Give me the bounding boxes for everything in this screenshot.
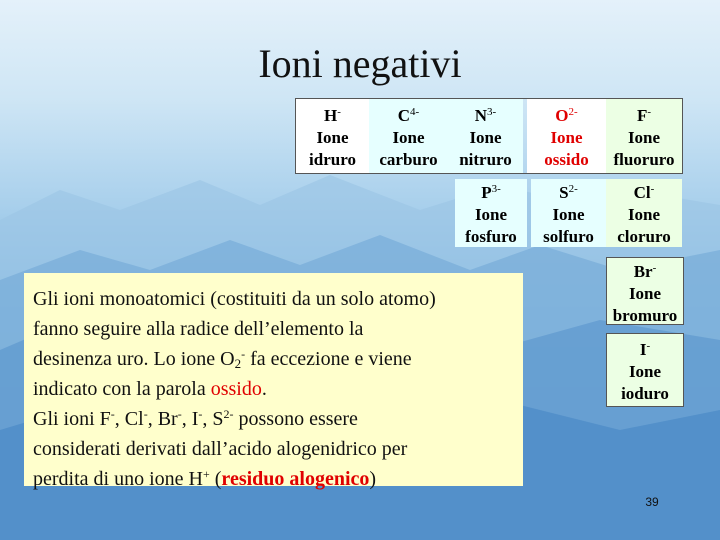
ion-cell-c <box>369 99 448 173</box>
ion-cell-br <box>606 257 684 325</box>
ion-name: solfuro <box>543 227 594 246</box>
note-fragment: , S <box>202 408 224 430</box>
ion-charge: - <box>652 262 657 274</box>
note-fragment: perdita di uno ione H <box>33 468 203 490</box>
ion-name: cloruro <box>617 227 671 246</box>
ion-symbol: F <box>636 106 648 125</box>
ion-charge: 2- <box>568 106 578 118</box>
ion-name: fosfuro <box>465 227 517 246</box>
note-line: Gli ioni monoatomici (costituiti da un solo atomo) <box>33 288 436 310</box>
ion-name: fluoruro <box>613 150 675 169</box>
note-line <box>33 344 515 374</box>
highlight-residuo-alogenico: residuo alogenico <box>221 468 370 490</box>
note-fragment: possono essere <box>233 408 358 430</box>
ion-word: Ione <box>474 205 508 224</box>
ion-word: Ione <box>392 128 425 147</box>
highlight-ossido: ossido <box>210 378 262 400</box>
ion-name: nitruro <box>459 150 512 169</box>
note-line <box>33 404 515 434</box>
ion-charge: - <box>650 183 655 195</box>
ion-word: Ione <box>550 128 583 147</box>
ion-symbol: P <box>481 183 492 202</box>
ion-charge: 2- <box>568 183 578 195</box>
superscript: - <box>241 347 246 361</box>
ion-charge: - <box>647 106 652 118</box>
ion-word: Ione <box>628 284 662 303</box>
ion-name: ossido <box>544 150 589 169</box>
ion-symbol: S <box>559 183 569 202</box>
ion-symbol: C <box>397 106 411 125</box>
ion-symbol: H <box>324 106 338 125</box>
superscript: - <box>110 407 115 421</box>
note-fragment: . <box>261 378 267 400</box>
ion-cell-o <box>527 99 606 173</box>
ion-name: bromuro <box>612 306 678 325</box>
superscript: - <box>143 407 148 421</box>
ion-symbol: O <box>555 106 569 125</box>
page-number: 39 <box>645 495 659 509</box>
note-fragment: , I <box>181 408 199 430</box>
note-line <box>33 374 515 404</box>
subscript: 2 <box>234 356 242 371</box>
ion-symbol: I <box>639 340 647 359</box>
ion-charge: 4- <box>410 106 420 118</box>
ion-cell-n <box>448 99 523 173</box>
ion-cell-h <box>296 99 369 173</box>
ion-name: idruro <box>309 150 356 169</box>
slide-title: Ioni negativi <box>258 41 462 86</box>
ion-symbol: N <box>474 106 488 125</box>
ion-cell-i <box>606 333 684 407</box>
note-line <box>33 464 515 494</box>
ion-cell-f <box>606 99 682 173</box>
ion-charge: - <box>337 106 341 118</box>
explanation-note <box>24 273 523 490</box>
ion-symbol: Br <box>633 262 653 281</box>
superscript: - <box>177 407 182 421</box>
ion-charge: 3- <box>487 106 497 118</box>
note-fragment: ( <box>209 468 222 490</box>
ion-word: Ione <box>552 205 585 224</box>
ion-charge: - <box>646 340 651 352</box>
note-fragment: Gli ioni F <box>33 408 111 430</box>
ion-word: Ione <box>469 128 502 147</box>
note-fragment: indicato con la parola <box>33 378 211 400</box>
ion-word: Ione <box>316 128 349 147</box>
ion-word: Ione <box>628 362 662 381</box>
note-line: considerati derivati dall’acido alogenidrico per <box>33 438 408 460</box>
ion-symbol: Cl <box>633 183 651 202</box>
ion-name: carburo <box>379 150 438 169</box>
note-line: fanno seguire alla radice dell’elemento la <box>33 318 364 340</box>
ion-charge: 3- <box>491 183 501 195</box>
note-fragment: , Cl <box>114 408 144 430</box>
ion-cell-cl <box>606 179 682 247</box>
ion-name: ioduro <box>621 384 669 403</box>
note-fragment: , Br <box>147 408 178 430</box>
note-fragment: fa eccezione e viene <box>245 348 412 370</box>
note-fragment: ) <box>369 468 377 490</box>
superscript: - <box>198 407 203 421</box>
note-fragment: desinenza uro. Lo ione O <box>33 348 235 370</box>
ion-cell-p <box>455 179 527 247</box>
ion-cell-s <box>531 179 606 247</box>
superscript: 2- <box>223 407 234 421</box>
superscript: + <box>202 467 210 481</box>
ion-word: Ione <box>627 205 661 224</box>
ion-word: Ione <box>627 128 661 147</box>
